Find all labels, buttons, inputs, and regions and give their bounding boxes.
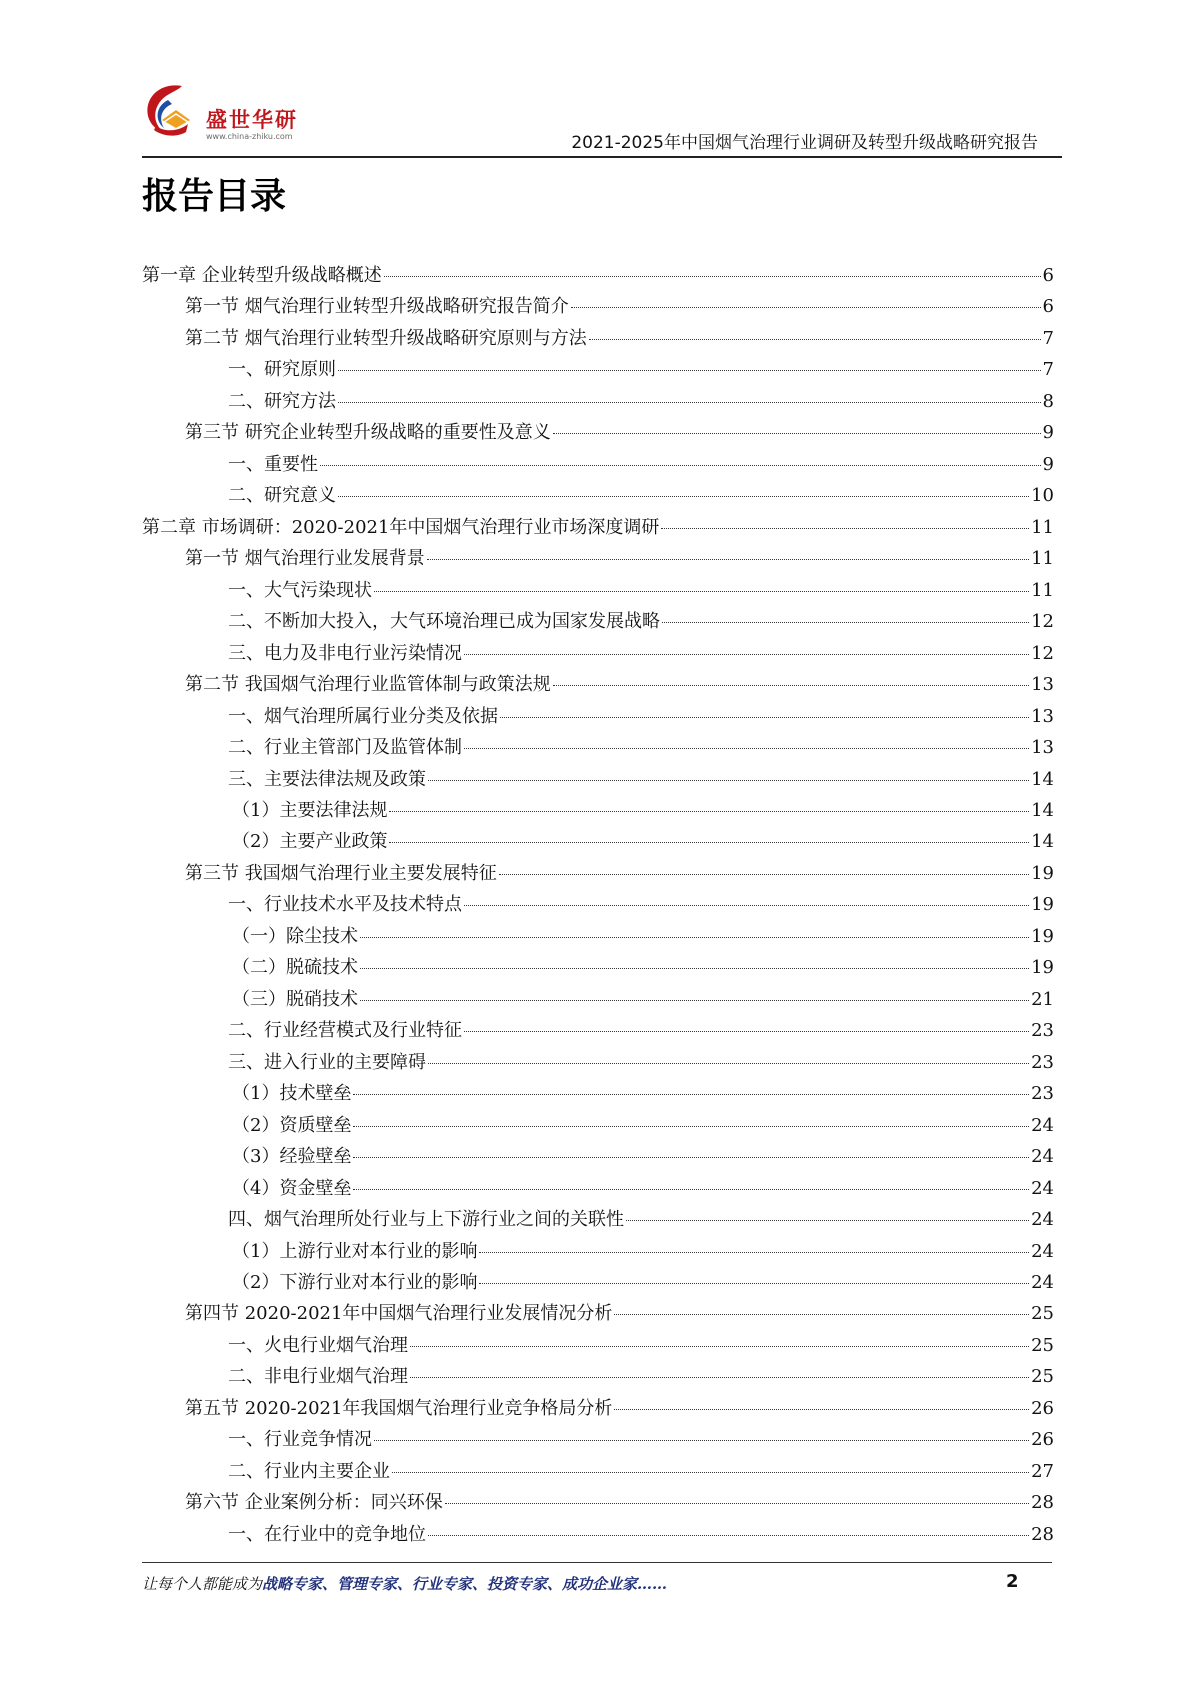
toc-entry-page: 8 <box>1042 390 1054 412</box>
logo-name: 盛世华研 <box>206 108 298 132</box>
toc-entry-label: （3）经验壁垒 <box>232 1146 352 1168</box>
toc-entry-label: 第一章 企业转型升级战略概述 <box>142 265 382 286</box>
toc-entry-page: 24 <box>1031 1240 1054 1262</box>
toc-entry-page: 25 <box>1031 1366 1054 1388</box>
logo-swoosh-icon <box>142 80 206 142</box>
toc-entry[interactable] <box>142 921 1054 952</box>
toc-dot-leader <box>464 653 1029 655</box>
toc-entry[interactable] <box>142 1298 1054 1329</box>
toc-entry[interactable] <box>142 764 1054 795</box>
footer-highlight: 战略专家、管理专家、行业专家、投资专家、成功企业家…… <box>262 1575 668 1593</box>
toc-dot-leader <box>338 495 1029 497</box>
toc-entry-page: 27 <box>1031 1460 1054 1482</box>
report-title: 2021-2025年中国烟气治理行业调研及转型升级战略研究报告 <box>571 133 1038 153</box>
toc-entry[interactable] <box>142 795 1054 826</box>
toc-dot-leader <box>500 716 1029 718</box>
toc-entry[interactable] <box>142 1456 1054 1487</box>
toc-entry[interactable] <box>142 575 1054 606</box>
toc-entry-label: 第一节 烟气治理行业发展背景 <box>185 548 425 570</box>
toc-entry[interactable] <box>142 858 1054 889</box>
toc-entry[interactable] <box>142 323 1054 354</box>
toc-entry[interactable] <box>142 1361 1054 1392</box>
logo-url: www.china-zhiku.com <box>206 132 293 141</box>
toc-entry-label: （1）技术壁垒 <box>232 1083 352 1105</box>
toc-dot-leader <box>392 1471 1029 1473</box>
toc-entry-label: 一、研究原则 <box>228 359 336 381</box>
toc-dot-leader <box>384 275 1041 277</box>
toc-heading: 报告目录 <box>142 176 287 217</box>
toc-entry[interactable] <box>142 669 1054 700</box>
toc-entry-label: （2）资质壁垒 <box>232 1114 352 1136</box>
toc-entry-label: 一、烟气治理所属行业分类及依据 <box>228 705 498 727</box>
toc-dot-leader <box>662 621 1029 623</box>
toc-entry[interactable] <box>142 449 1054 480</box>
toc-dot-leader <box>353 1125 1029 1127</box>
toc-entry[interactable] <box>142 1487 1054 1518</box>
toc-entry-page: 12 <box>1031 642 1054 664</box>
toc-dot-leader <box>338 401 1041 403</box>
toc-entry[interactable] <box>142 1519 1054 1550</box>
toc-entry-page: 23 <box>1031 1020 1054 1042</box>
toc-dot-leader <box>360 967 1029 969</box>
toc-entry-page: 25 <box>1031 1334 1054 1356</box>
toc-entry-page: 7 <box>1042 359 1054 381</box>
toc-entry-label: 第二节 我国烟气治理行业监管体制与政策法规 <box>185 674 551 696</box>
toc-dot-leader <box>427 558 1029 560</box>
toc-entry-label: 二、非电行业烟气治理 <box>228 1366 408 1388</box>
toc-entry[interactable] <box>142 480 1054 511</box>
toc-entry-label: 一、行业竞争情况 <box>228 1429 372 1451</box>
toc-entry-page: 13 <box>1031 737 1054 759</box>
toc-entry-page: 9 <box>1042 453 1054 475</box>
toc-entry-page: 25 <box>1031 1303 1054 1325</box>
toc-dot-leader <box>614 1313 1029 1315</box>
toc-entry-page: 23 <box>1031 1051 1054 1073</box>
toc-dot-leader <box>353 1093 1029 1095</box>
toc-entry[interactable] <box>142 889 1054 920</box>
toc-entry-label: 第二节 烟气治理行业转型升级战略研究原则与方法 <box>185 327 587 349</box>
toc-entry-page: 26 <box>1031 1397 1054 1419</box>
toc-dot-leader <box>410 1376 1029 1378</box>
toc-entry-page: 12 <box>1031 611 1054 633</box>
toc-dot-leader <box>499 873 1029 875</box>
toc-entry-label: 第一节 烟气治理行业转型升级战略研究报告简介 <box>185 296 569 318</box>
toc-entry[interactable] <box>142 1173 1054 1204</box>
toc-entry-label: （三）脱硝技术 <box>232 988 358 1010</box>
toc-entry-page: 19 <box>1031 957 1054 979</box>
toc-dot-leader <box>360 999 1029 1001</box>
toc-entry[interactable] <box>142 1110 1054 1141</box>
toc-dot-leader <box>553 432 1041 434</box>
toc-entry-page: 19 <box>1031 894 1054 916</box>
toc-entry[interactable] <box>142 543 1054 574</box>
toc-entry-label: 二、研究意义 <box>228 485 336 507</box>
toc-entry-page: 14 <box>1031 799 1054 821</box>
toc-entry-page: 13 <box>1031 674 1054 696</box>
toc-entry-page: 28 <box>1031 1492 1054 1514</box>
toc-entry[interactable] <box>142 386 1054 417</box>
footer-divider <box>142 1562 1052 1563</box>
toc-entry-label: 一、大气污染现状 <box>228 579 372 601</box>
toc-entry-label: 一、火电行业烟气治理 <box>228 1334 408 1356</box>
page-header <box>142 80 1062 158</box>
toc-entry-label: 二、不断加大投入，大气环境治理已成为国家发展战略 <box>228 611 660 633</box>
toc-entry-page: 19 <box>1031 862 1054 884</box>
toc-entry-page: 11 <box>1031 516 1054 538</box>
toc-dot-leader <box>338 369 1041 371</box>
toc-entry-label: 三、主要法律法规及政策 <box>228 768 426 790</box>
toc-entry-page: 10 <box>1031 485 1054 507</box>
toc-entry-page: 24 <box>1031 1177 1054 1199</box>
company-logo <box>142 80 322 146</box>
table-of-contents <box>142 260 1054 1550</box>
toc-entry[interactable] <box>142 701 1054 732</box>
toc-dot-leader <box>374 1439 1029 1441</box>
toc-dot-leader <box>661 527 1029 529</box>
toc-entry-label: 一、在行业中的竞争地位 <box>228 1523 426 1545</box>
toc-entry-page: 28 <box>1031 1523 1054 1545</box>
toc-dot-leader <box>571 306 1041 308</box>
footer-prefix: 让每个人都能成为 <box>142 1575 263 1593</box>
toc-dot-leader <box>389 841 1029 843</box>
toc-dot-leader <box>428 779 1029 781</box>
toc-entry-page: 9 <box>1042 422 1054 444</box>
toc-entry-label: 二、行业经营模式及行业特征 <box>228 1020 462 1042</box>
toc-entry-label: （2）主要产业政策 <box>232 831 388 853</box>
toc-dot-leader <box>614 1408 1029 1410</box>
toc-entry-label: 第五节 2020-2021年我国烟气治理行业竞争格局分析 <box>185 1397 613 1419</box>
toc-entry-page: 11 <box>1031 548 1054 570</box>
toc-entry[interactable] <box>142 1267 1054 1298</box>
toc-dot-leader <box>428 1062 1029 1064</box>
toc-entry[interactable] <box>142 1204 1054 1235</box>
toc-entry-page: 13 <box>1031 705 1054 727</box>
toc-entry[interactable] <box>142 260 1054 291</box>
toc-dot-leader <box>410 1345 1029 1347</box>
toc-dot-leader <box>353 1156 1029 1158</box>
toc-entry[interactable] <box>142 291 1054 322</box>
toc-entry-page: 24 <box>1031 1272 1054 1293</box>
toc-entry[interactable] <box>142 1047 1054 1078</box>
toc-entry[interactable] <box>142 1078 1054 1109</box>
toc-entry-label: 一、重要性 <box>228 453 318 475</box>
toc-entry-page: 24 <box>1031 1209 1054 1231</box>
toc-entry-label: （一）除尘技术 <box>232 925 358 947</box>
toc-entry-label: 第三节 研究企业转型升级战略的重要性及意义 <box>185 422 551 444</box>
toc-dot-leader <box>589 338 1041 340</box>
toc-entry-label: 二、行业内主要企业 <box>228 1460 390 1482</box>
toc-entry-label: （4）资金壁垒 <box>232 1177 352 1199</box>
toc-entry[interactable] <box>142 1393 1054 1424</box>
footer-slogan <box>142 1573 667 1594</box>
toc-entry-page: 6 <box>1042 265 1054 286</box>
toc-entry-label: 第六节 企业案例分析：同兴环保 <box>185 1492 443 1514</box>
toc-dot-leader <box>445 1502 1029 1504</box>
toc-dot-leader <box>464 904 1029 906</box>
toc-entry-label: 三、电力及非电行业污染情况 <box>228 642 462 664</box>
toc-dot-leader <box>428 1534 1029 1536</box>
toc-entry-label: 四、烟气治理所处行业与上下游行业之间的关联性 <box>228 1209 624 1231</box>
toc-entry[interactable] <box>142 1236 1054 1267</box>
toc-dot-leader <box>464 747 1029 749</box>
toc-entry-page: 24 <box>1031 1146 1054 1168</box>
toc-dot-leader <box>320 464 1041 466</box>
toc-entry-page: 11 <box>1031 579 1054 601</box>
toc-entry-label: 第四节 2020-2021年中国烟气治理行业发展情况分析 <box>185 1303 613 1325</box>
toc-entry-page: 21 <box>1031 988 1054 1010</box>
toc-entry-label: （二）脱硫技术 <box>232 957 358 979</box>
toc-dot-leader <box>353 1188 1029 1190</box>
toc-entry[interactable] <box>142 1424 1054 1455</box>
toc-entry-label: （2）下游行业对本行业的影响 <box>232 1272 478 1293</box>
toc-entry-label: 第二章 市场调研：2020-2021年中国烟气治理行业市场深度调研 <box>142 516 660 538</box>
toc-entry-page: 14 <box>1031 768 1054 790</box>
toc-entry[interactable] <box>142 1330 1054 1361</box>
toc-entry[interactable] <box>142 1015 1054 1046</box>
toc-dot-leader <box>626 1219 1029 1221</box>
toc-dot-leader <box>479 1251 1029 1253</box>
toc-entry-label: 三、进入行业的主要障碍 <box>228 1051 426 1073</box>
toc-dot-leader <box>464 1030 1029 1032</box>
toc-entry[interactable] <box>142 952 1054 983</box>
toc-entry[interactable] <box>142 417 1054 448</box>
toc-entry-page: 7 <box>1042 327 1054 349</box>
toc-entry-page: 23 <box>1031 1083 1054 1105</box>
toc-entry-label: （1）主要法律法规 <box>232 799 388 821</box>
toc-dot-leader <box>374 590 1029 592</box>
toc-entry[interactable] <box>142 512 1054 543</box>
toc-dot-leader <box>553 684 1029 686</box>
toc-entry-label: 二、行业主管部门及监管体制 <box>228 737 462 759</box>
toc-entry[interactable] <box>142 638 1054 669</box>
toc-entry-label: （1）上游行业对本行业的影响 <box>232 1240 478 1262</box>
toc-entry-page: 14 <box>1031 831 1054 853</box>
toc-entry-page: 6 <box>1042 296 1054 318</box>
header-divider <box>142 156 1062 158</box>
toc-entry[interactable] <box>142 732 1054 763</box>
toc-entry[interactable] <box>142 1141 1054 1172</box>
toc-entry-page: 24 <box>1031 1114 1054 1136</box>
toc-entry[interactable] <box>142 354 1054 385</box>
toc-dot-leader <box>479 1282 1029 1284</box>
toc-entry[interactable] <box>142 606 1054 637</box>
toc-entry-label: 第三节 我国烟气治理行业主要发展特征 <box>185 862 497 884</box>
toc-entry-label: 一、行业技术水平及技术特点 <box>228 894 462 916</box>
toc-dot-leader <box>389 810 1029 812</box>
toc-entry-page: 26 <box>1031 1429 1054 1451</box>
toc-entry[interactable] <box>142 826 1054 857</box>
toc-dot-leader <box>360 936 1029 938</box>
toc-entry-label: 二、研究方法 <box>228 390 336 412</box>
toc-entry-page: 19 <box>1031 925 1054 947</box>
page-number: 2 <box>1006 1571 1019 1592</box>
toc-entry[interactable] <box>142 984 1054 1015</box>
